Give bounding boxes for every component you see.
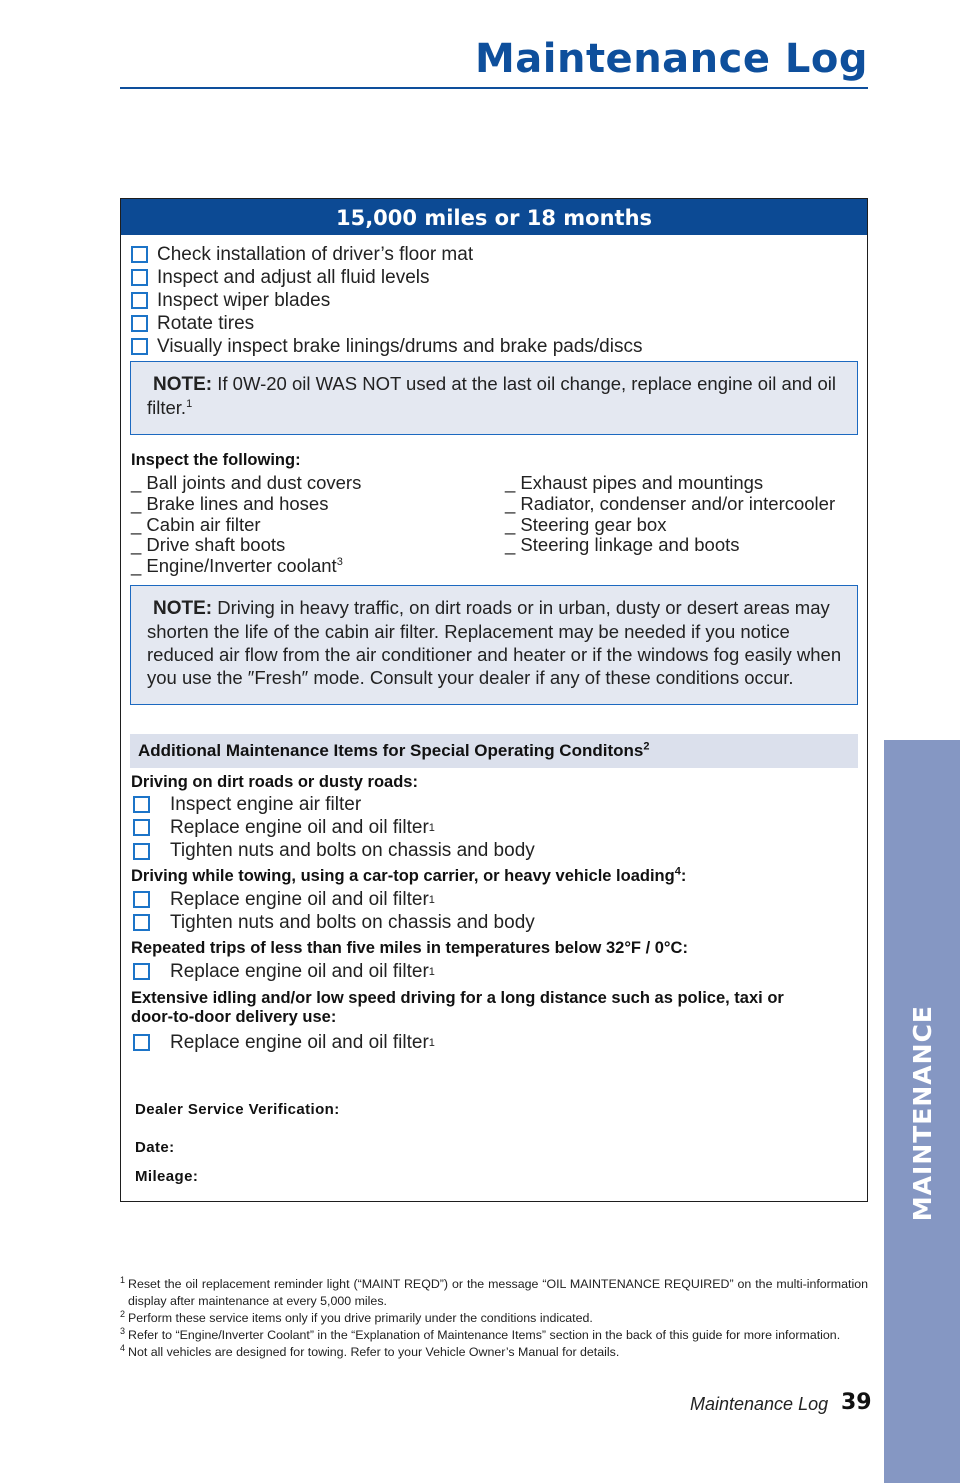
page-title: Maintenance Log bbox=[474, 36, 868, 82]
checkbox[interactable] bbox=[133, 963, 150, 980]
checklist-item: Replace engine oil and oil filter 1 bbox=[131, 1031, 435, 1054]
checkbox[interactable] bbox=[131, 338, 148, 355]
checklist-item: Check installation of driver’s floor mat bbox=[131, 243, 642, 266]
checklist-item: Rotate tires bbox=[131, 312, 642, 335]
date-label: Date: bbox=[135, 1139, 175, 1156]
checkbox[interactable] bbox=[131, 269, 148, 286]
service-checklist bbox=[131, 243, 642, 358]
checkbox[interactable] bbox=[131, 315, 148, 332]
footnote: 3 Refer to “Engine/Inverter Coolant” in the “Explanation of Maintenance Items” section in the back of this guide for more information. bbox=[120, 1326, 841, 1342]
checklist-item: Replace engine oil and oil filter 1 bbox=[131, 888, 535, 911]
section-items bbox=[131, 1031, 435, 1054]
folio-label: Maintenance Log bbox=[690, 1394, 829, 1414]
checklist-item: Replace engine oil and oil filter 1 bbox=[131, 816, 535, 839]
checklist-item: Tighten nuts and bolts on chassis and body bbox=[131, 911, 535, 934]
checkbox[interactable] bbox=[133, 914, 150, 931]
checklist-item: Tighten nuts and bolts on chassis and body bbox=[131, 840, 535, 863]
checkbox[interactable] bbox=[133, 796, 150, 813]
inspect-list-left: _ Ball joints and dust covers _ Brake lines and hoses _ Cabin air filter _ Drive shaft boots _ Engine/Inverter coolant$^3$ bbox=[131, 472, 362, 577]
section-items bbox=[131, 960, 435, 983]
oil-note: NOTE: If 0W-20 oil WAS NOT used at the last oil change, replace engine oil and oil filter.$^1$ bbox=[130, 361, 858, 435]
additional-items-title: Additional Maintenance Items for Special Operating Conditons$^2$ bbox=[130, 734, 858, 768]
checklist-item: Inspect and adjust all fluid levels bbox=[131, 266, 642, 289]
section-items bbox=[131, 888, 535, 935]
dealer-verification-label: Dealer Service Verification: bbox=[135, 1101, 340, 1118]
title-divider bbox=[120, 87, 868, 89]
checklist-item: Inspect engine air filter bbox=[131, 793, 535, 816]
checklist-item: Inspect wiper blades bbox=[131, 289, 642, 312]
maintenance-log-box bbox=[120, 198, 868, 1202]
footnote: 4 Not all vehicles are designed for towing. Refer to your Vehicle Owner’s Manual for details. bbox=[120, 1343, 620, 1359]
section-heading: Repeated trips of less than five miles in temperatures below 32°F / 0°C: bbox=[131, 939, 688, 957]
footnote: 1 Reset the oil replacement reminder light (“MAINT REQD”) or the message “OIL MAINTENANCE REQUIRED” on the multi-information display after maintenance at every 5,000 miles. bbox=[120, 1275, 868, 1308]
footnote: 2 Perform these service items only if you drive primarily under the conditions indicated. bbox=[120, 1309, 593, 1325]
checklist-item: Replace engine oil and oil filter 1 bbox=[131, 960, 435, 983]
page-number: 39 bbox=[841, 1390, 872, 1415]
section-heading: Driving on dirt roads or dusty roads: bbox=[131, 773, 418, 791]
section-heading: Extensive idling and/or low speed driving for a long distance such as police, taxi or door-to-door delivery use: bbox=[131, 989, 784, 1026]
checkbox[interactable] bbox=[133, 843, 150, 860]
mileage-label: Mileage: bbox=[135, 1168, 199, 1185]
interval-header: 15,000 miles or 18 months bbox=[121, 199, 867, 235]
checkbox[interactable] bbox=[133, 819, 150, 836]
footnotes bbox=[120, 1276, 868, 1361]
cabin-filter-note: NOTE: Driving in heavy traffic, on dirt roads or in urban, dusty or desert areas may shorten the life of the cabin air filter. Replacement may be needed if you notice reduced air flow from the air conditioner and heater or if the windows fog easily when you use the ″Fresh″ mode. Consult your dealer if any of these conditions occur. bbox=[130, 585, 858, 705]
inspect-title: Inspect the following: bbox=[131, 451, 301, 469]
checklist-item: Visually inspect brake linings/drums and brake pads/discs bbox=[131, 335, 642, 358]
checkbox[interactable] bbox=[133, 1034, 150, 1051]
checkbox[interactable] bbox=[133, 891, 150, 908]
checkbox[interactable] bbox=[131, 292, 148, 309]
inspect-list-right: _ Exhaust pipes and mountings _ Radiator, condenser and/or intercooler _ Steering gear box _ Steering linkage and boots bbox=[505, 472, 836, 556]
section-items bbox=[131, 793, 535, 863]
side-tab-label: MAINTENANCE bbox=[907, 1004, 937, 1222]
checkbox[interactable] bbox=[131, 246, 148, 263]
section-heading: Driving while towing, using a car-top carrier, or heavy vehicle loading$^4$: bbox=[131, 865, 687, 885]
side-tab-label-wrap bbox=[884, 1004, 960, 1222]
